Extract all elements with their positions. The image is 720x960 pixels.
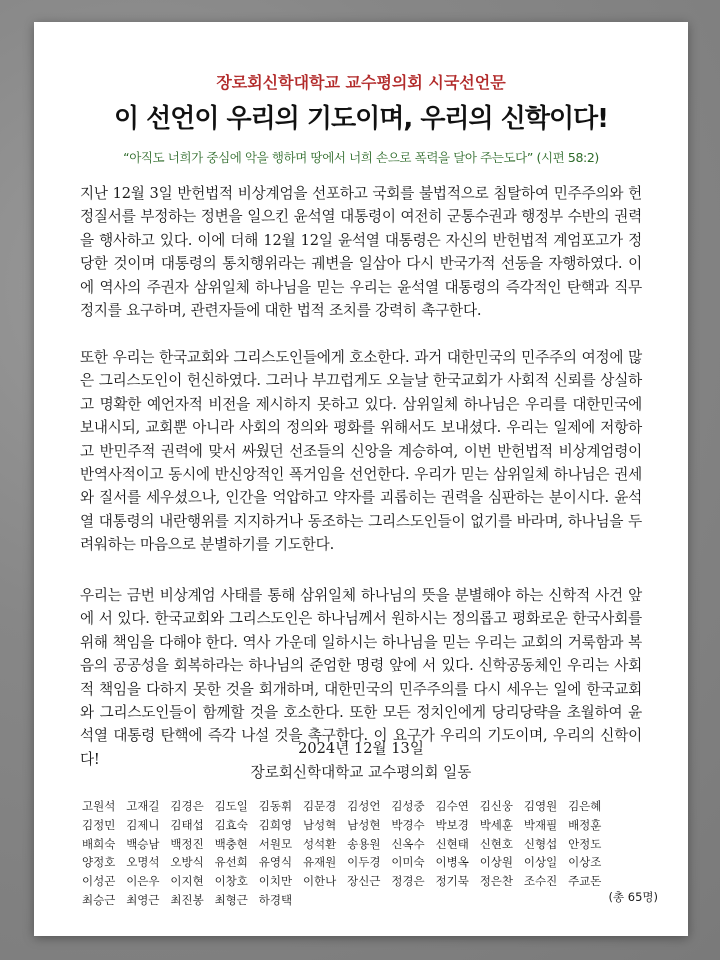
document-kicker: 장로회신학대학교 교수평의회 시국선언문 bbox=[216, 73, 506, 92]
signer-name: 주교돈 bbox=[568, 874, 602, 889]
signer-total: (총 65명) bbox=[608, 890, 658, 904]
signer-name: 고재길 bbox=[126, 799, 160, 813]
signer-name: 백승남 bbox=[126, 836, 160, 851]
signer-name: 남성현 bbox=[347, 817, 381, 832]
signer-name: 김제니 bbox=[126, 817, 160, 832]
signer-name: 장신근 bbox=[347, 874, 381, 889]
signer-name: 이미숙 bbox=[391, 855, 425, 870]
signer-name: 하경택 bbox=[258, 892, 293, 907]
signer-name: 유영식 bbox=[258, 855, 293, 870]
signer-name: 김도일 bbox=[214, 799, 248, 813]
signer-name: 박세훈 bbox=[479, 817, 514, 832]
signer-name: 성석환 bbox=[302, 836, 337, 851]
signer-name: 김태섭 bbox=[170, 817, 204, 832]
signer-name: 이상일 bbox=[523, 855, 558, 870]
signer-name: 조수진 bbox=[523, 874, 558, 889]
signer-name: 신현태 bbox=[435, 836, 469, 851]
signer-name: 이두경 bbox=[347, 855, 381, 870]
signer-name: 오명석 bbox=[126, 855, 160, 870]
signer-name: 이성곤 bbox=[82, 874, 116, 889]
signer-name: 이창호 bbox=[214, 874, 248, 889]
signer-name: 이상원 bbox=[479, 855, 514, 870]
signer-name: 이병옥 bbox=[435, 855, 469, 870]
signer-name: 백충현 bbox=[214, 836, 248, 851]
signer-name: 서원모 bbox=[258, 836, 293, 851]
signer-name: 박재필 bbox=[523, 817, 558, 832]
signer-name: 김문경 bbox=[302, 799, 337, 813]
signer-name: 유선희 bbox=[214, 855, 248, 870]
signer-name: 김영원 bbox=[523, 799, 558, 813]
signer-name: 김은혜 bbox=[568, 799, 602, 813]
signer-name: 송용원 bbox=[347, 836, 381, 851]
document-headline: 이 선언이 우리의 기도이며, 우리의 신학이다! bbox=[113, 104, 609, 134]
signer-name: 김효숙 bbox=[214, 817, 248, 832]
signer-name: 김성중 bbox=[391, 799, 425, 813]
paragraph-3: 우리는 금번 비상계엄 사태를 통해 삼위일체 하나님의 뜻을 분별해야 하는 신학적 사건 앞에 서 있다. 한국교회와 그리스도인은 하나님께서 원하시는 정의롭고 평화로운 한국사회를 위해 책임을 다해야 한다. 역사 가운데 일하시는 하나님을 믿는 우리는 교회의 거룩함과 복음의 공공성을 회복하라는 하나님의 준엄한 명령 앞에 서 있다. 신학공동체인 우리는 사회적 책임을 다하지 못한 것을 회개하며, 대한민국의 민주주의를 다시 세우는 일에 한국교회와 그리스도인들이 함께할 것을 호소한다. 또한 모든 정치인에게 당리당략을 초월하여 윤석열 대통령 탄핵에 즉각 나설 것을 촉구한다. 이 요구가 우리의 기도이며, 우리의 신학이다! bbox=[80, 587, 642, 768]
signer-name: 정경은 bbox=[391, 874, 425, 889]
signer-name: 김성언 bbox=[347, 799, 381, 813]
signer-name: 고원석 bbox=[82, 799, 116, 813]
paragraph-1: 지난 12월 3일 반헌법적 비상계엄을 선포하고 국회를 불법적으로 침탈하여 민주주의와 헌정질서를 부정하는 정변을 일으킨 윤석열 대통령이 여전히 군통수권과 행정부 수반의 권력을 행사하고 있다. 이에 더해 12월 12일 윤석열 대통령은 자신의 반헌법적 계엄포고가 정당한 것이며 대통령의 통치행위라는 궤변을 일삼아 다시 반국가적 선동을 자행하였다. 이에 역사의 주권자 삼위일체 하나님을 믿는 우리는 윤석열 대통령의 즉각적인 탄핵과 직무정지를 요구하며, 관련자들에 대한 법적 조치를 강력히 촉구한다. bbox=[80, 185, 642, 320]
signer-name: 최승근 bbox=[82, 892, 116, 907]
signer-name: 이한나 bbox=[302, 874, 337, 889]
signer-name: 최진봉 bbox=[170, 892, 204, 907]
signer-name: 김정민 bbox=[82, 817, 116, 832]
signer-name: 최영근 bbox=[126, 892, 160, 907]
signer-list bbox=[82, 798, 662, 910]
signer-name: 정은찬 bbox=[479, 874, 514, 889]
signer-name: 안정도 bbox=[568, 836, 602, 851]
signer-name: 정기묵 bbox=[435, 874, 469, 889]
signer-name: 김경은 bbox=[170, 799, 204, 813]
signer-name: 김신웅 bbox=[479, 799, 514, 813]
scripture-epigraph: “아직도 너희가 중심에 악을 행하며 땅에서 너희 손으로 폭력을 달아 주는도다” (시편 58:2) bbox=[123, 150, 599, 165]
signer-name: 이지현 bbox=[170, 874, 204, 889]
signer-name: 남성혁 bbox=[302, 817, 337, 832]
signer-name: 김동휘 bbox=[258, 799, 293, 813]
signer-name: 배희숙 bbox=[82, 836, 116, 851]
signer-name: 신현호 bbox=[479, 836, 514, 851]
signer-name: 이상조 bbox=[568, 855, 602, 870]
signer-name: 김수연 bbox=[435, 799, 469, 813]
signer-name: 신옥수 bbox=[391, 836, 425, 851]
signer-name: 박보경 bbox=[435, 817, 469, 832]
statement-document bbox=[34, 22, 688, 936]
signer-name: 김희영 bbox=[258, 817, 293, 832]
signer-name: 이은우 bbox=[126, 874, 160, 889]
signer-name: 최형근 bbox=[214, 892, 248, 907]
signer-name: 양정호 bbox=[82, 855, 116, 870]
signing-organization: 장로회신학대학교 교수평의회 일동 bbox=[250, 764, 472, 781]
signer-name: 백정진 bbox=[170, 836, 204, 851]
signer-name: 박경수 bbox=[391, 817, 425, 832]
signer-name: 배정훈 bbox=[568, 817, 602, 832]
signer-name: 유재원 bbox=[302, 855, 337, 870]
statement-date: 2024년 12월 13일 bbox=[298, 740, 424, 757]
signer-name: 이치만 bbox=[258, 874, 293, 889]
signer-name: 오방식 bbox=[170, 855, 204, 870]
paragraph-2: 또한 우리는 한국교회와 그리스도인들에게 호소한다. 과거 대한민국의 민주주의 여정에 많은 그리스도인이 헌신하였다. 그러나 부끄럽게도 오늘날 한국교회가 사회적 신뢰를 상실하고 명확한 예언자적 비전을 제시하지 못하고 있다. 삼위일체 하나님은 우리를 대한민국에 보내시되, 교회뿐 아니라 사회의 정의와 평화를 위해서도 보내셨다. 우리는 일제에 저항하고 반민주적 권력에 맞서 싸웠던 선조들의 신앙을 계승하여, 이번 반헌법적 비상계엄령이 반역사적이고 동시에 반신앙적인 폭거임을 선언한다. 우리가 믿는 삼위일체 하나님은 권세와 질서를 세우셨으나, 인간을 억압하고 약자를 괴롭히는 권력을 심판하는 분이시다. 윤석열 대통령의 내란행위를 지지하거나 동조하는 그리스도인들이 없기를 바라며, 하나님을 두려워하는 마음으로 분별하기를 기도한다. bbox=[80, 349, 642, 554]
signer-name: 신형섭 bbox=[523, 836, 558, 851]
